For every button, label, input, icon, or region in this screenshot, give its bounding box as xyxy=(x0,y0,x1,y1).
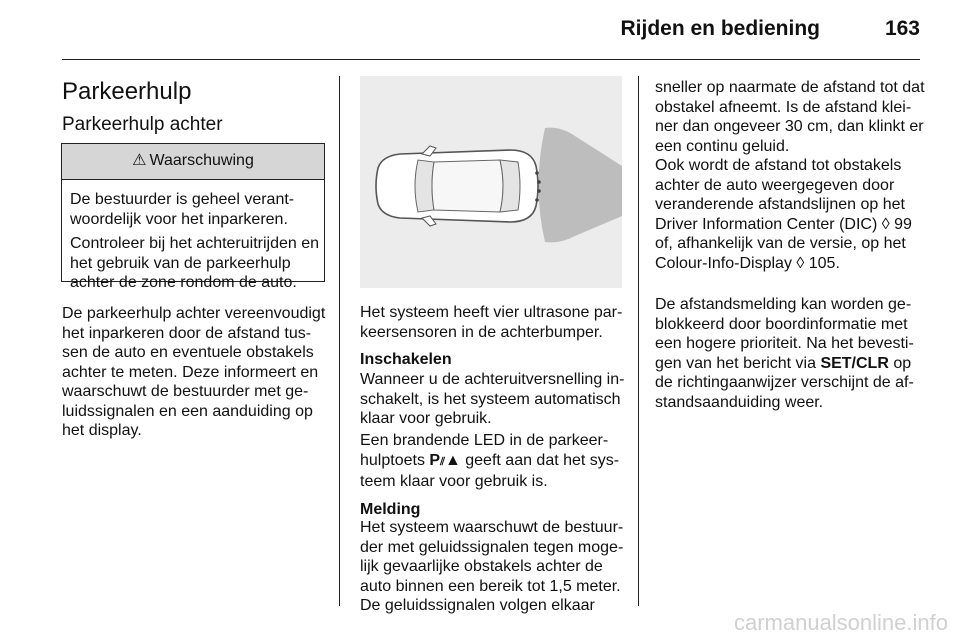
column-divider-1 xyxy=(339,76,340,606)
section-title: Parkeerhulp xyxy=(62,78,192,105)
parking-assist-button-icon: P⫽▲ xyxy=(429,451,461,469)
header-rule xyxy=(62,59,920,60)
page-number: 163 xyxy=(884,17,920,40)
blocking-text-a: De afstandsmelding kan worden ge-blokkeerd door boordinformatie met een hogere prioriteit. Na het bevesti-gen van het bericht via xyxy=(655,296,914,372)
display-paragraph xyxy=(655,156,925,273)
sensors-paragraph: Het systeem heeft vier ultrasone par-keersensoren in de achterbumper. xyxy=(360,304,623,341)
running-header-title: Rijden en bediening xyxy=(620,17,820,40)
warning-paragraph-1: De bestuurder is geheel verant-woordelijk voor het inparkeren. xyxy=(70,191,295,228)
car-illustration xyxy=(360,76,622,288)
heading-melding: Melding xyxy=(360,501,421,518)
led-text-a: Een brandende LED in de parkeer-hulptoets xyxy=(360,432,609,469)
warning-header xyxy=(62,144,324,180)
warning-heading: Waarschuwing xyxy=(149,152,254,169)
car-top-view-icon xyxy=(360,76,622,288)
set-clr-label: SET/CLR xyxy=(820,354,889,372)
column-divider-2 xyxy=(638,76,639,606)
page-ref-105: 105. xyxy=(808,254,840,272)
display-text-b: of, afhankelijk van de versie, op het Colour-Info-Display xyxy=(655,235,906,272)
warning-triangle-icon: ⚠ xyxy=(132,152,147,169)
intro-paragraph: De parkeerhulp achter vereenvoudigt het inparkeren door de afstand tus-sen de auto en eventuele obstakels achter te meten. Deze informeert en waarschuwt de bestuurder met ge-luidssignalen en een aanduiding op het display. xyxy=(62,305,326,439)
led-text-b: geeft aan dat het sys-teem klaar voor gebruik is. xyxy=(360,451,620,490)
page-ref-icon: ◊ xyxy=(881,215,890,233)
warning-box xyxy=(61,143,325,291)
page-ref-icon: ◊ xyxy=(796,254,805,272)
display-text-a: Ook wordt de afstand tot obstakels achter de auto weergegeven door veranderende afstandslijnen op het Driver Information Center (DIC) xyxy=(655,157,905,233)
blocking-paragraph xyxy=(655,295,925,412)
heading-inschakelen: Inschakelen xyxy=(360,351,452,368)
warning-signal-paragraph: Het systeem waarschuwt de bestuur-der met geluidssignalen tegen moge-lijk gevaarlijke obstakels achter de auto binnen een bereik tot 1,5 meter. De geluidssignalen volgen elkaar xyxy=(360,519,624,614)
blocking-text-b: op de richtingaanwijzer verschijnt de af-standsaanduiding weer. xyxy=(655,354,914,411)
led-paragraph xyxy=(360,431,626,492)
continuation-paragraph: sneller op naarmate de afstand tot dat obstakel afneemt. Is de afstand klei-ner dan ongeveer 30 cm, dan klinkt er een continu geluid. xyxy=(655,79,925,155)
page-ref-99: 99 xyxy=(894,215,912,233)
section-subtitle: Parkeerhulp achter xyxy=(62,114,223,135)
watermark: carmanualsonline.info xyxy=(733,610,948,635)
warning-paragraph-2: Controleer bij het achteruitrijden en het gebruik van de parkeerhulp achter de zone rondom de auto. xyxy=(70,235,320,291)
activation-paragraph: Wanneer u de achteruitversnelling in-schakelt, is het systeem automatisch klaar voor gebruik. xyxy=(360,371,625,427)
